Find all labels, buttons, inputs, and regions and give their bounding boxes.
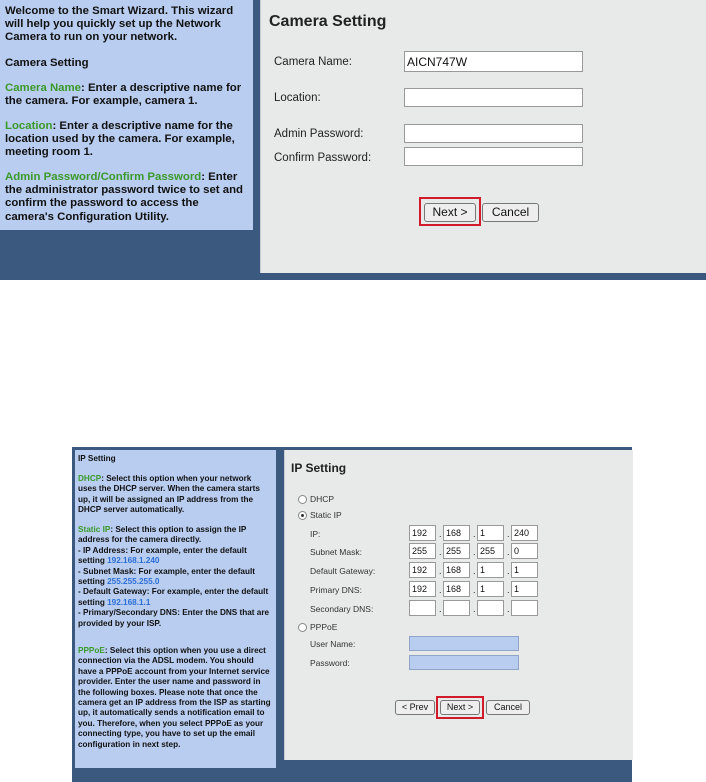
help-desc-pppoe: : Select this option when you use a direct connection via the ADSL modem. You should have a PPPoE account from your Internet service provider. Enter the user name and password in the following boxes. Please note that once the camera get an IP address from the ISP as starting up, it automatically sends a notification email to you. Therefore, when you select PPPoE as your connecting type, you have to set up the email configuration in next step.	[78, 646, 271, 749]
confirm-password-input[interactable]	[404, 147, 583, 166]
camera-setting-form-panel	[260, 0, 706, 273]
primary-dns-octet-1[interactable]	[409, 581, 436, 597]
help-section-title: Camera Setting	[5, 57, 89, 69]
help-desc-admin-password: : Enter the administrator password twice to set and confirm the password to access the camera's Configuration Utility.	[5, 171, 243, 223]
pppoe-label: PPPoE	[310, 622, 338, 632]
gateway-octet-4[interactable]	[511, 562, 538, 578]
ip-setting-help-panel	[75, 450, 276, 768]
subnet-mask-octet-3[interactable]	[477, 543, 504, 559]
pppoe-password-input[interactable]	[409, 655, 519, 670]
help-pppoe	[78, 646, 272, 750]
help-desc-location: : Enter a descriptive name for the location used by the camera. For example, meeting room 1.	[5, 120, 235, 159]
subnet-mask-octet-1[interactable]	[409, 543, 436, 559]
camera-setting-help-panel	[0, 0, 253, 230]
next-button[interactable]: Next >	[440, 700, 480, 715]
location-input[interactable]	[404, 88, 583, 107]
help-term-location: Location	[5, 120, 53, 132]
confirm-password-label: Confirm Password:	[274, 152, 372, 164]
secondary-dns-octet-4[interactable]	[511, 600, 538, 616]
secondary-dns-octet-2[interactable]	[443, 600, 470, 616]
subnet-mask-label: Subnet Mask:	[310, 547, 362, 557]
secondary-dns-dot: .	[439, 604, 442, 614]
ip-octet-1[interactable]	[409, 525, 436, 541]
ip-octet-4[interactable]	[511, 525, 538, 541]
help-camera-name	[5, 82, 249, 108]
ip-octet-3[interactable]	[477, 525, 504, 541]
help-gw-line: - Default Gateway: For example, enter the default setting	[78, 587, 269, 607]
camera-name-label: Camera Name:	[274, 56, 352, 68]
primary-dns-dot: .	[439, 585, 442, 595]
primary-dns-octet-2[interactable]	[443, 581, 470, 597]
gateway-octet-1[interactable]	[409, 562, 436, 578]
help-mask-line: - Subnet Mask: For example, enter the default setting	[78, 566, 255, 587]
secondary-dns-octet-1[interactable]	[409, 600, 436, 616]
location-label: Location:	[274, 92, 321, 104]
next-button[interactable]: Next >	[424, 203, 476, 222]
gateway-octet-3[interactable]	[477, 562, 504, 578]
help-term-camera-name: Camera Name	[5, 82, 81, 94]
pppoe-radio[interactable]	[298, 623, 307, 632]
ip-dot: .	[473, 529, 476, 539]
help-ip-line: - IP Address: For example, enter the default setting	[78, 545, 247, 566]
secondary-dns-dot: .	[507, 604, 510, 614]
help-dns-line: - Primary/Secondary DNS: Enter the DNS that are provided by your ISP.	[78, 608, 270, 628]
ip-setting-form-panel	[284, 450, 633, 760]
help-location	[5, 120, 249, 160]
ip-label: IP:	[310, 529, 321, 539]
static-ip-radio[interactable]	[298, 511, 307, 520]
help-section-title: IP Setting	[78, 454, 116, 463]
pppoe-user-name-input[interactable]	[409, 636, 519, 651]
static-ip-label: Static IP	[310, 510, 342, 520]
cancel-button[interactable]: Cancel	[486, 700, 530, 715]
help-ip-example: 192.168.1.240	[107, 556, 160, 566]
help-term-static-ip: Static IP	[78, 525, 111, 534]
ip-dot: .	[507, 529, 510, 539]
gateway-octet-2[interactable]	[443, 562, 470, 578]
primary-dns-dot: .	[507, 585, 510, 595]
help-term-admin-password: Admin Password/Confirm Password	[5, 171, 202, 183]
help-admin-password	[5, 171, 249, 224]
primary-dns-dot: .	[473, 585, 476, 595]
help-desc-camera-name: : Enter a descriptive name for the camera. For example, camera 1.	[5, 82, 242, 108]
secondary-dns-octet-3[interactable]	[477, 600, 504, 616]
gateway-dot: .	[507, 566, 510, 576]
user-name-label: User Name:	[310, 639, 356, 649]
dhcp-radio[interactable]	[298, 495, 307, 504]
help-desc-static-ip: : Select this option to assign the IP address for the camera directly.	[78, 525, 247, 545]
ip-dot: .	[439, 529, 442, 539]
primary-dns-octet-3[interactable]	[477, 581, 504, 597]
dhcp-option[interactable]	[298, 494, 358, 506]
subnet-dot: .	[507, 547, 510, 557]
ip-octet-2[interactable]	[443, 525, 470, 541]
secondary-dns-label: Secondary DNS:	[310, 604, 374, 614]
primary-dns-octet-4[interactable]	[511, 581, 538, 597]
help-desc-dhcp: : Select this option when your network uses the DHCP server. When the camera starts up, it will be assigned an IP address from the DHCP server automatically.	[78, 474, 260, 515]
help-term-pppoe: PPPoE	[78, 646, 105, 655]
admin-password-input[interactable]	[404, 124, 583, 143]
subnet-dot: .	[473, 547, 476, 557]
gateway-dot: .	[439, 566, 442, 576]
secondary-dns-dot: .	[473, 604, 476, 614]
dhcp-label: DHCP	[310, 494, 335, 504]
primary-dns-label: Primary DNS:	[310, 585, 362, 595]
subnet-mask-octet-4[interactable]	[511, 543, 538, 559]
camera-name-input[interactable]	[404, 51, 583, 72]
help-static-ip	[78, 525, 272, 629]
page-title: IP Setting	[291, 461, 347, 475]
help-term-dhcp: DHCP	[78, 474, 102, 483]
prev-button[interactable]: < Prev	[395, 700, 435, 715]
help-gw-example: 192.168.1.1	[107, 597, 151, 607]
help-dhcp	[78, 474, 272, 516]
cancel-button[interactable]: Cancel	[482, 203, 539, 222]
pppoe-option[interactable]	[298, 622, 358, 634]
help-intro: Welcome to the Smart Wizard. This wizard will help you quickly set up the Network Camera to run on your network.	[5, 5, 234, 44]
static-ip-option[interactable]	[298, 510, 358, 522]
subnet-dot: .	[439, 547, 442, 557]
password-label: Password:	[310, 658, 350, 668]
subnet-mask-octet-2[interactable]	[443, 543, 470, 559]
default-gateway-label: Default Gateway:	[310, 566, 376, 576]
page-title: Camera Setting	[269, 13, 387, 30]
gateway-dot: .	[473, 566, 476, 576]
admin-password-label: Admin Password:	[274, 128, 364, 140]
help-mask-example: 255.255.255.0	[107, 577, 160, 587]
